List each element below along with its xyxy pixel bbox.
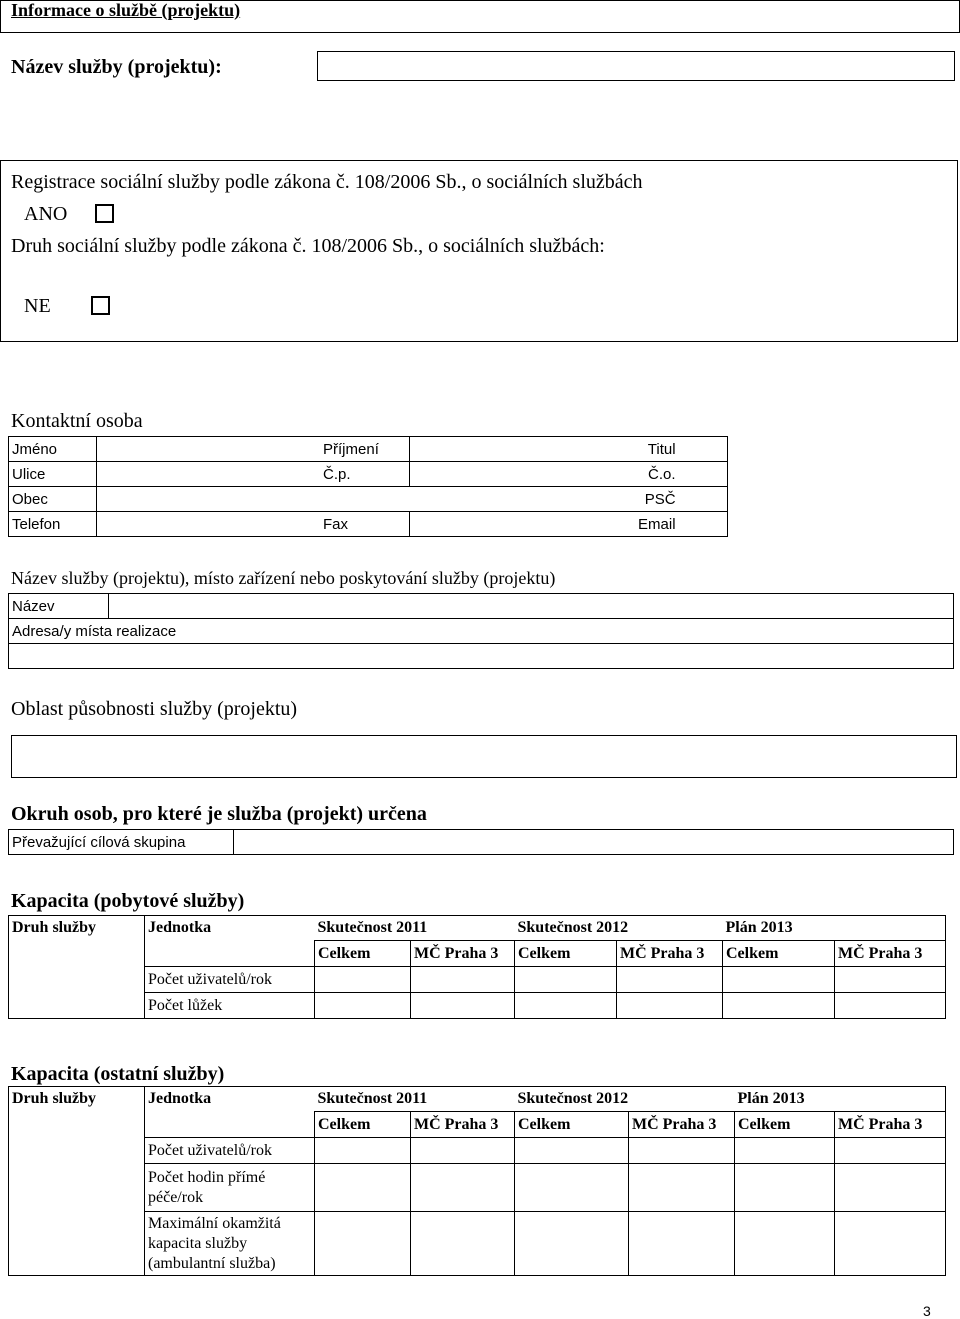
cap-oth-empty [9, 1112, 145, 1138]
cap-oth-cell[interactable] [515, 1138, 629, 1164]
target-group-label: Převažující cílová skupina [9, 830, 234, 855]
contact-first-name-field[interactable] [96, 437, 320, 462]
registration-yes-label: ANO [24, 203, 68, 225]
cap-res-sub-district-plan: MČ Praha 3 [835, 941, 946, 967]
cap-oth-type-field[interactable] [9, 1164, 145, 1212]
cap-oth-cell[interactable] [629, 1164, 735, 1212]
cap-oth-cell[interactable] [515, 1164, 629, 1212]
cap-oth-cell[interactable] [315, 1212, 411, 1276]
contact-title-label: Titul [410, 437, 680, 462]
cap-res-row-label: Počet lůžek [145, 993, 315, 1019]
cap-res-sub-district-2011: MČ Praha 3 [411, 941, 515, 967]
capacity-residential-heading: Kapacita (pobytové služby) [11, 890, 245, 912]
cap-oth-cell[interactable] [629, 1138, 735, 1164]
cap-oth-cell[interactable] [515, 1212, 629, 1276]
cap-oth-cell[interactable] [411, 1212, 515, 1276]
page-number: 3 [923, 1303, 931, 1319]
cap-res-cell[interactable] [835, 993, 946, 1019]
contact-title-field[interactable] [680, 437, 728, 462]
contact-email-label: Email [410, 512, 680, 537]
capacity-other-heading: Kapacita (ostatní služby) [11, 1063, 225, 1085]
cap-oth-cell[interactable] [735, 1164, 835, 1212]
contact-cp-label: Č.p. [320, 462, 410, 487]
cap-res-type-field[interactable] [9, 967, 145, 993]
contact-city-label: Obec [9, 487, 97, 512]
contact-street-label: Ulice [9, 462, 97, 487]
cap-res-sub-total-plan: Celkem [723, 941, 835, 967]
cap-oth-sub-total-2012: Celkem [515, 1112, 629, 1138]
cap-oth-sub-district-2012: MČ Praha 3 [629, 1112, 735, 1138]
cap-oth-sub-total-2011: Celkem [315, 1112, 411, 1138]
cap-res-cell[interactable] [411, 967, 515, 993]
contact-heading: Kontaktní osoba [11, 410, 143, 432]
cap-oth-cell[interactable] [835, 1138, 946, 1164]
location-name-label: Název [9, 594, 109, 619]
cap-oth-cell[interactable] [411, 1164, 515, 1212]
cap-oth-cell[interactable] [315, 1164, 411, 1212]
cap-oth-col-plan: Plán 2013 [735, 1087, 946, 1112]
cap-oth-sub-district-plan: MČ Praha 3 [835, 1112, 946, 1138]
cap-res-row-label: Počet uživatelů/rok [145, 967, 315, 993]
registration-heading: Registrace sociální služby podle zákona č. 108/2006 Sb., o sociálních službách [11, 171, 643, 193]
cap-oth-cell[interactable] [735, 1138, 835, 1164]
contact-phone-field[interactable] [96, 512, 320, 537]
contact-surname-label: Příjmení [320, 437, 410, 462]
cap-res-cell[interactable] [723, 967, 835, 993]
cap-oth-col-2011: Skutečnost 2011 [315, 1087, 515, 1112]
cap-res-cell[interactable] [723, 993, 835, 1019]
location-address-field[interactable] [9, 644, 954, 669]
cap-res-col-type: Druh služby [9, 916, 145, 941]
cap-res-col-2011: Skutečnost 2011 [315, 916, 515, 941]
service-name-field[interactable] [317, 51, 955, 81]
cap-res-empty [145, 941, 315, 967]
contact-first-name-label: Jméno [9, 437, 97, 462]
cap-oth-type-field[interactable] [9, 1138, 145, 1164]
cap-oth-col-2012: Skutečnost 2012 [515, 1087, 735, 1112]
cap-oth-row-label: Počet hodin přímé péče/rok [145, 1164, 315, 1212]
cap-res-col-2012: Skutečnost 2012 [515, 916, 723, 941]
cap-oth-sub-total-plan: Celkem [735, 1112, 835, 1138]
contact-co-field[interactable] [680, 462, 728, 487]
target-group-field[interactable] [234, 830, 954, 855]
cap-res-sub-total-2012: Celkem [515, 941, 617, 967]
contact-phone-label: Telefon [9, 512, 97, 537]
scope-heading: Oblast působnosti služby (projektu) [11, 698, 298, 720]
registration-no-label: NE [24, 295, 51, 317]
contact-co-label: Č.o. [410, 462, 680, 487]
cap-oth-cell[interactable] [835, 1164, 946, 1212]
cap-res-cell[interactable] [617, 967, 723, 993]
cap-res-sub-district-2012: MČ Praha 3 [617, 941, 723, 967]
cap-res-cell[interactable] [617, 993, 723, 1019]
cap-res-empty [9, 941, 145, 967]
cap-oth-cell[interactable] [629, 1212, 735, 1276]
cap-oth-cell[interactable] [835, 1212, 946, 1276]
capacity-residential-table [8, 915, 946, 1019]
service-name-label: Název služby (projektu): [11, 56, 222, 78]
cap-oth-empty [145, 1112, 315, 1138]
cap-oth-type-field[interactable] [9, 1212, 145, 1276]
cap-res-cell[interactable] [315, 967, 411, 993]
cap-oth-col-type: Druh služby [9, 1087, 145, 1112]
cap-res-cell[interactable] [515, 967, 617, 993]
contact-zip-field[interactable] [680, 487, 728, 512]
cap-res-cell[interactable] [315, 993, 411, 1019]
cap-res-sub-total-2011: Celkem [315, 941, 411, 967]
cap-res-cell[interactable] [515, 993, 617, 1019]
scope-field[interactable] [11, 735, 957, 778]
cap-res-col-unit: Jednotka [145, 916, 315, 941]
target-table [8, 829, 954, 855]
target-heading: Okruh osob, pro které je služba (projekt) určena [11, 803, 427, 825]
location-table [8, 593, 954, 669]
cap-res-cell[interactable] [835, 967, 946, 993]
contact-fax-label: Fax [320, 512, 410, 537]
section-title: Informace o službě (projektu) [11, 0, 241, 20]
cap-oth-sub-district-2011: MČ Praha 3 [411, 1112, 515, 1138]
registration-no-checkbox[interactable] [91, 296, 110, 315]
cap-oth-cell[interactable] [735, 1212, 835, 1276]
contact-zip-label: PSČ [96, 487, 679, 512]
location-heading: Název služby (projektu), místo zařízení nebo poskytování služby (projektu) [11, 568, 556, 588]
location-address-label: Adresa/y místa realizace [9, 619, 954, 644]
cap-oth-row-label: Počet uživatelů/rok [145, 1138, 315, 1164]
cap-res-cell[interactable] [411, 993, 515, 1019]
cap-oth-cell[interactable] [315, 1138, 411, 1164]
contact-street-field[interactable] [96, 462, 320, 487]
capacity-other-table [8, 1086, 946, 1276]
contact-table [8, 436, 728, 537]
cap-oth-row-label: Maximální okamžitá kapacita služby (ambulantní služba) [145, 1212, 315, 1276]
registration-yes-checkbox[interactable] [95, 204, 114, 223]
registration-type-label: Druh sociální služby podle zákona č. 108/2006 Sb., o sociálních službách: [11, 235, 605, 257]
cap-oth-cell[interactable] [411, 1138, 515, 1164]
contact-email-field[interactable] [680, 512, 728, 537]
cap-oth-col-unit: Jednotka [145, 1087, 315, 1112]
location-name-field[interactable] [109, 594, 954, 619]
cap-res-type-field[interactable] [9, 993, 145, 1019]
cap-res-col-plan: Plán 2013 [723, 916, 946, 941]
